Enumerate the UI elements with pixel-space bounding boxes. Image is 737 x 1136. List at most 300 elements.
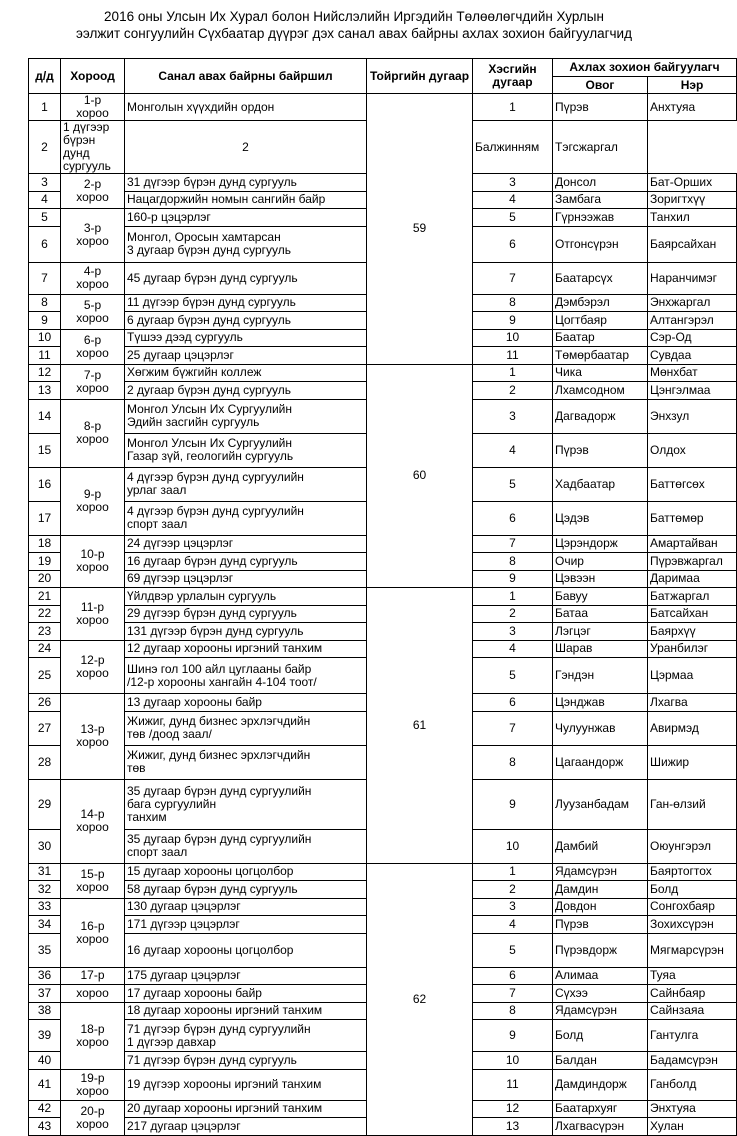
- row-number: 3: [29, 174, 61, 192]
- organizer-name: Энхжаргал: [648, 294, 737, 312]
- row-number: 41: [29, 1069, 61, 1100]
- khoroo-label: хороо: [76, 345, 109, 360]
- organizer-name: Мөнхбат: [648, 364, 737, 382]
- organizer-name: Уранбилэг: [648, 640, 737, 658]
- row-number: 37: [29, 985, 61, 1003]
- section-number: 1: [473, 863, 553, 881]
- organizer-table: [28, 58, 737, 1136]
- khoroo-label: хороо: [76, 380, 109, 395]
- organizer-name: Тэгсжаргал: [553, 121, 648, 174]
- organizer-surname: Дамдиндорж: [553, 1069, 648, 1100]
- section-number: 6: [473, 694, 553, 712]
- organizer-name: Цэрмаа: [648, 658, 737, 694]
- row-number: 8: [29, 294, 61, 312]
- organizer-surname: Донсол: [553, 174, 648, 192]
- organizer-surname: Лхамсодном: [553, 382, 648, 400]
- khoroo-cell: [61, 467, 125, 535]
- organizer-surname: Ядамсүрэн: [553, 1002, 648, 1020]
- section-number: 9: [473, 570, 553, 588]
- khoroo-cell: [61, 364, 125, 399]
- row-number: 18: [29, 535, 61, 553]
- section-number: 10: [473, 1052, 553, 1070]
- khoroo-label: 17-р: [80, 968, 105, 983]
- khoroo-label: 16-р: [80, 918, 105, 933]
- organizer-surname: Батаа: [553, 605, 648, 623]
- header-district-number: Тойргийн дугаар: [367, 59, 473, 94]
- section-number: 5: [473, 209, 553, 227]
- khoroo-cell: [61, 262, 125, 294]
- location-cell: [125, 1069, 367, 1100]
- khoroo-label: 5-р: [83, 297, 102, 312]
- row-number: 30: [29, 829, 61, 863]
- location-cell: [125, 985, 367, 1003]
- row-number: 32: [29, 881, 61, 899]
- organizer-name: Ган-өлзий: [648, 779, 737, 829]
- location-line: 16 дугаар бүрэн дунд сургууль: [127, 553, 298, 568]
- khoroo-label: хороо: [76, 500, 109, 514]
- location-cell: [125, 312, 367, 330]
- location-line: Монгол Улсын Их Сургуулийн: [127, 436, 293, 450]
- row-number: 16: [29, 467, 61, 501]
- section-number: 2: [473, 605, 553, 623]
- khoroo-label: хороо: [76, 612, 109, 627]
- khoroo-cell: [61, 294, 125, 329]
- organizer-surname: Шарав: [553, 640, 648, 658]
- organizer-surname: Пүрэв: [553, 916, 648, 934]
- khoroo-label: хороо: [76, 931, 109, 946]
- location-cell: [125, 329, 367, 347]
- location-cell: [125, 1020, 367, 1052]
- location-line: /12-р хорооны хангайн 4-104 тоот/: [127, 674, 317, 689]
- organizer-name: Хулан: [648, 1118, 737, 1136]
- row-number: 17: [29, 501, 61, 535]
- location-cell: [125, 501, 367, 535]
- location-cell: [125, 467, 367, 501]
- organizer-name: Энхзул: [648, 399, 737, 433]
- district-number-cell: 60: [367, 364, 473, 588]
- organizer-surname: Ядамсүрэн: [553, 863, 648, 881]
- location-cell: [125, 1118, 367, 1136]
- khoroo-cell: [61, 535, 125, 588]
- section-number: 7: [473, 262, 553, 294]
- location-cell: [125, 898, 367, 916]
- row-number: 25: [29, 658, 61, 694]
- section-number: 9: [473, 779, 553, 829]
- organizer-surname: Пүрэв: [553, 94, 648, 121]
- khoroo-label: 11-р: [80, 599, 105, 614]
- row-number: 42: [29, 1100, 61, 1118]
- khoroo-label: хороо: [76, 432, 109, 446]
- section-number: 6: [473, 967, 553, 985]
- khoroo-label: 9-р: [83, 487, 102, 501]
- organizer-surname: Цэвээн: [553, 570, 648, 588]
- table-row: [29, 863, 737, 881]
- section-number: 2: [473, 881, 553, 899]
- location-cell: [125, 1052, 367, 1070]
- location-line: 25 дугаар цэцэрлэг: [127, 347, 234, 362]
- location-cell: [125, 967, 367, 985]
- location-cell: [125, 553, 367, 571]
- organizer-surname: Дамбий: [553, 829, 648, 863]
- location-line: Хөгжим бүжгийн коллеж: [127, 365, 262, 380]
- section-number: 6: [473, 226, 553, 262]
- khoroo-label: 3-р: [83, 221, 102, 236]
- page-title-line-1: 2016 оны Улсын Их Хурал болон Нийслэлийн Иргэдийн Төлөөлөгчдийн Хурлын: [104, 9, 604, 24]
- organizer-name: Шижир: [648, 745, 737, 779]
- location-cell: [125, 94, 367, 121]
- row-number: 36: [29, 967, 61, 985]
- organizer-name: Оюунгэрэл: [648, 829, 737, 863]
- row-number: 9: [29, 312, 61, 330]
- organizer-name: Туяа: [648, 967, 737, 985]
- khoroo-cell: [61, 209, 125, 263]
- organizer-name: Гантулга: [648, 1020, 737, 1052]
- organizer-surname: Цэрэндорж: [553, 535, 648, 553]
- organizer-name: Зохихсүрэн: [648, 916, 737, 934]
- khoroo-cell: [61, 1002, 125, 1069]
- khoroo-cell: [61, 779, 125, 863]
- khoroo-label: хороо: [76, 1083, 109, 1098]
- organizer-surname: Сүхээ: [553, 985, 648, 1003]
- location-line: 71 дүгээр бүрэн дунд сургууль: [127, 1052, 297, 1067]
- section-number: 9: [473, 312, 553, 330]
- khoroo-label: 6-р: [83, 332, 102, 347]
- organizer-name: Бадамсүрэн: [648, 1052, 737, 1070]
- row-number: 38: [29, 1002, 61, 1020]
- location-line: 58 дугаар бүрэн дунд сургууль: [127, 881, 298, 896]
- location-line: 71 дүгээр бүрэн дунд сургуулийн: [127, 1021, 311, 1036]
- row-number: 6: [29, 226, 61, 262]
- section-number: 3: [473, 174, 553, 192]
- location-line: 12 дугаар хорооны иргэний танхим: [127, 641, 323, 656]
- location-line: Эдийн засгийн сургууль: [127, 415, 260, 429]
- row-number: 26: [29, 694, 61, 712]
- row-number: 19: [29, 553, 61, 571]
- organizer-surname: Пүрэв: [553, 433, 648, 467]
- organizer-surname: Баатарсүх: [553, 262, 648, 294]
- khoroo-label: хороо: [76, 190, 109, 204]
- khoroo-cell: [61, 174, 125, 209]
- organizer-surname: Чулуунжав: [553, 711, 648, 745]
- khoroo-label: хороо: [76, 665, 109, 680]
- location-cell: [125, 399, 367, 433]
- row-number: 4: [29, 191, 61, 209]
- location-line: 3 дугаар бүрэн дунд сургууль: [127, 243, 291, 257]
- khoroo-label: 8-р: [83, 419, 102, 433]
- organizer-surname: Баатар: [553, 329, 648, 347]
- khoroo-label: хороо: [76, 106, 109, 120]
- location-line: 20 дугаар хорооны иргэний танхим: [127, 1101, 323, 1116]
- location-line: Түшээ дээд сургууль: [127, 330, 243, 345]
- location-line: 6 дугаар бүрэн дунд сургууль: [127, 312, 291, 327]
- location-line: төв: [127, 761, 146, 775]
- khoroo-label: 7-р: [83, 367, 102, 382]
- khoroo-label: хороо: [76, 560, 109, 575]
- organizer-surname: Дамдин: [553, 881, 648, 899]
- organizer-name: Баяртогтох: [648, 863, 737, 881]
- organizer-name: Баттөгсөх: [648, 467, 737, 501]
- row-number: 31: [29, 863, 61, 881]
- khoroo-label: хороо: [76, 1116, 109, 1131]
- row-number: 34: [29, 916, 61, 934]
- location-line: 160-р цэцэрлэг: [127, 209, 211, 224]
- section-number: 10: [473, 829, 553, 863]
- location-cell: [125, 588, 367, 606]
- location-line: төв /доод заал/: [127, 727, 212, 741]
- location-line: Шинэ гол 100 айл цуглааны байр: [127, 661, 312, 676]
- location-line: 171 дүгээр цэцэрлэг: [127, 916, 240, 931]
- location-line: Жижиг, дунд бизнес эрхлэгчдийн: [127, 748, 311, 762]
- organizer-surname: Очир: [553, 553, 648, 571]
- location-line: 45 дугаар бүрэн дунд сургууль: [127, 270, 298, 285]
- row-number: 23: [29, 623, 61, 641]
- location-cell: [125, 881, 367, 899]
- khoroo-cell: [61, 329, 125, 364]
- section-number: 4: [473, 640, 553, 658]
- organizer-surname: Хадбаатар: [553, 467, 648, 501]
- organizer-surname: Лхагвасүрэн: [553, 1118, 648, 1136]
- location-cell: [125, 694, 367, 712]
- section-number: 12: [473, 1100, 553, 1118]
- section-number: 1: [473, 94, 553, 121]
- section-number: 3: [473, 399, 553, 433]
- location-line: бага сургуулийн: [127, 796, 217, 811]
- location-line: спорт заал: [127, 845, 188, 859]
- row-number: 13: [29, 382, 61, 400]
- khoroo-cell: [61, 985, 125, 1003]
- section-number: 5: [473, 933, 553, 967]
- organizer-name: Батжаргал: [648, 588, 737, 606]
- khoroo-cell: [61, 640, 125, 694]
- khoroo-label: 18-р: [80, 1021, 105, 1036]
- location-line: 17 дугаар хорооны байр: [127, 985, 262, 1000]
- organizer-surname: Цэдэв: [553, 501, 648, 535]
- organizer-surname: Цогтбаяр: [553, 312, 648, 330]
- location-cell: [125, 916, 367, 934]
- organizer-name: Энхтуяа: [648, 1100, 737, 1118]
- khoroo-cell: [61, 967, 125, 985]
- section-number: 1: [473, 588, 553, 606]
- section-number: 6: [473, 501, 553, 535]
- organizer-name: Мягмарсүрэн: [648, 933, 737, 967]
- header-section-number: Хэсгийн дугаар: [473, 59, 553, 94]
- section-number: 7: [473, 985, 553, 1003]
- section-number: 5: [473, 467, 553, 501]
- location-line: 69 дүгээр цэцэрлэг: [127, 571, 234, 586]
- khoroo-label: 4-р: [83, 264, 102, 278]
- row-number: 21: [29, 588, 61, 606]
- section-number: 5: [473, 658, 553, 694]
- khoroo-label: 15-р: [80, 866, 105, 881]
- location-cell: [125, 745, 367, 779]
- location-line: 4 дүгээр бүрэн дунд сургуулийн: [127, 470, 304, 484]
- organizer-surname: Цэнджав: [553, 694, 648, 712]
- table-row: [29, 588, 737, 606]
- organizer-surname: Төмөрбаатар: [553, 347, 648, 365]
- location-cell: [125, 433, 367, 467]
- section-number: 4: [473, 916, 553, 934]
- organizer-surname: Гэндэн: [553, 658, 648, 694]
- location-line: 16 дугаар хорооны цогцолбор: [127, 942, 294, 957]
- khoroo-label: 13-р: [80, 722, 105, 737]
- row-number: 33: [29, 898, 61, 916]
- organizer-name: Ганболд: [648, 1069, 737, 1100]
- organizer-surname: Балдан: [553, 1052, 648, 1070]
- organizer-name: Сувдаа: [648, 347, 737, 365]
- header-name: Нэр: [648, 77, 737, 94]
- location-cell: [125, 570, 367, 588]
- district-number-cell: 62: [367, 863, 473, 1135]
- location-line: 29 дүгээр бүрэн дунд сургууль: [127, 606, 297, 621]
- header-surname: Овог: [553, 77, 648, 94]
- location-line: 4 дүгээр бүрэн дунд сургуулийн: [127, 504, 304, 518]
- khoroo-cell: [61, 898, 125, 967]
- khoroo-cell: [61, 694, 125, 780]
- location-cell: [125, 364, 367, 382]
- section-number: 4: [473, 191, 553, 209]
- organizer-surname: Луузанбадам: [553, 779, 648, 829]
- district-number-cell: 61: [367, 588, 473, 864]
- khoroo-label: хороо: [76, 735, 109, 750]
- khoroo-label: хороо: [76, 310, 109, 325]
- location-line: урлаг заал: [127, 483, 187, 497]
- organizer-surname: Лэгцэг: [553, 623, 648, 641]
- location-cell: [125, 829, 367, 863]
- location-cell: [125, 226, 367, 262]
- location-cell: [125, 863, 367, 881]
- section-number: 13: [473, 1118, 553, 1136]
- organizer-surname: Баатархуяг: [553, 1100, 648, 1118]
- table-row: [29, 364, 737, 382]
- section-number: 7: [473, 711, 553, 745]
- location-line: 175 дугаар цэцэрлэг: [127, 968, 241, 983]
- khoroo-cell: [61, 94, 125, 121]
- location-line: танхим: [127, 809, 167, 824]
- row-number: 24: [29, 640, 61, 658]
- table-row: [29, 94, 737, 121]
- section-number: 8: [473, 1002, 553, 1020]
- row-number: 15: [29, 433, 61, 467]
- location-cell: [61, 121, 125, 174]
- location-line: 2 дугаар бүрэн дунд сургууль: [127, 382, 291, 397]
- organizer-surname: Бавуу: [553, 588, 648, 606]
- organizer-name: Танхил: [648, 209, 737, 227]
- section-number: 9: [473, 1020, 553, 1052]
- table-body: [29, 94, 737, 1136]
- location-cell: [125, 658, 367, 694]
- row-number: 5: [29, 209, 61, 227]
- section-number: 3: [473, 623, 553, 641]
- organizer-name: Даримаа: [648, 570, 737, 588]
- organizer-name: Анхтуяа: [648, 94, 737, 121]
- organizer-surname: Отгонсүрэн: [553, 226, 648, 262]
- row-number: 2: [29, 121, 61, 174]
- organizer-name: Сэр-Од: [648, 329, 737, 347]
- location-line: 18 дугаар хорооны иргэний танхим: [127, 1003, 323, 1018]
- section-number: 7: [473, 535, 553, 553]
- header-num: д/д: [29, 59, 61, 94]
- organizer-surname: Довдон: [553, 898, 648, 916]
- khoroo-label: 20-р: [80, 1103, 105, 1118]
- location-line: 131 дүгээр бүрэн дунд сургууль: [127, 623, 304, 638]
- row-number: 35: [29, 933, 61, 967]
- row-number: 39: [29, 1020, 61, 1052]
- location-line: Монголын хүүхдийн ордон: [127, 99, 275, 114]
- location-cell: [125, 347, 367, 365]
- khoroo-label: 10-р: [80, 547, 105, 562]
- location-cell: [125, 294, 367, 312]
- section-number: 2: [473, 382, 553, 400]
- location-line: 35 дугаар бүрэн дунд сургуулийн: [127, 832, 312, 846]
- organizer-surname: Цагаандорж: [553, 745, 648, 779]
- location-cell: [125, 933, 367, 967]
- location-cell: [125, 262, 367, 294]
- location-cell: [125, 191, 367, 209]
- row-number: 12: [29, 364, 61, 382]
- location-line: Монгол, Оросын хамтарсан: [127, 230, 281, 244]
- organizer-name: Сайнзаяа: [648, 1002, 737, 1020]
- location-cell: [125, 1002, 367, 1020]
- section-number: 11: [473, 347, 553, 365]
- row-number: 11: [29, 347, 61, 365]
- khoroo-cell: [61, 1069, 125, 1100]
- row-number: 27: [29, 711, 61, 745]
- khoroo-label: хороо: [76, 1034, 109, 1049]
- location-line: Жижиг, дунд бизнес эрхлэгчдийн: [127, 714, 311, 728]
- row-number: 29: [29, 779, 61, 829]
- organizer-name: Амартайван: [648, 535, 737, 553]
- section-number: 1: [473, 364, 553, 382]
- organizer-name: Баярхүү: [648, 623, 737, 641]
- location-line: 1 дүгээр бүрэн дунд сургууль: [63, 120, 111, 173]
- row-number: 40: [29, 1052, 61, 1070]
- organizer-surname: Балжинням: [473, 121, 553, 174]
- khoroo-label: 12-р: [80, 652, 105, 667]
- location-line: 31 дүгээр бүрэн дунд сургууль: [127, 174, 297, 189]
- khoroo-cell: [61, 1100, 125, 1135]
- organizer-name: Зоригтхүү: [648, 191, 737, 209]
- location-cell: [125, 623, 367, 641]
- khoroo-label: 2-р: [83, 177, 102, 191]
- location-line: 19 дүгээр хорооны иргэний танхим: [127, 1077, 322, 1091]
- location-line: Нацагдоржийн номын сангийн байр: [127, 192, 326, 207]
- row-number: 1: [29, 94, 61, 121]
- organizer-surname: Чика: [553, 364, 648, 382]
- location-line: 24 дүгээр цэцэрлэг: [127, 536, 234, 551]
- khoroo-label: 14-р: [80, 807, 105, 821]
- location-line: Үйлдвэр урлалын сургууль: [127, 588, 277, 603]
- section-number: 8: [473, 553, 553, 571]
- section-number: 2: [125, 121, 367, 174]
- organizer-name: Олдох: [648, 433, 737, 467]
- location-line: 1 дүгээр давхар: [127, 1034, 216, 1049]
- location-line: Монгол Улсын Их Сургуулийн: [127, 402, 293, 416]
- location-line: 15 дугаар хорооны цогцолбор: [127, 864, 294, 879]
- section-number: 4: [473, 433, 553, 467]
- location-cell: [125, 535, 367, 553]
- khoroo-label: хороо: [76, 879, 109, 894]
- organizer-surname: Пүрэвдорж: [553, 933, 648, 967]
- organizer-surname: Болд: [553, 1020, 648, 1052]
- khoroo-label: хороо: [76, 234, 109, 249]
- khoroo-label: 19-р: [80, 1070, 105, 1085]
- row-number: 7: [29, 262, 61, 294]
- khoroo-cell: [61, 863, 125, 898]
- section-number: 11: [473, 1069, 553, 1100]
- location-line: спорт заал: [127, 517, 188, 531]
- district-number-cell: 59: [367, 94, 473, 365]
- organizer-name: Лхагва: [648, 694, 737, 712]
